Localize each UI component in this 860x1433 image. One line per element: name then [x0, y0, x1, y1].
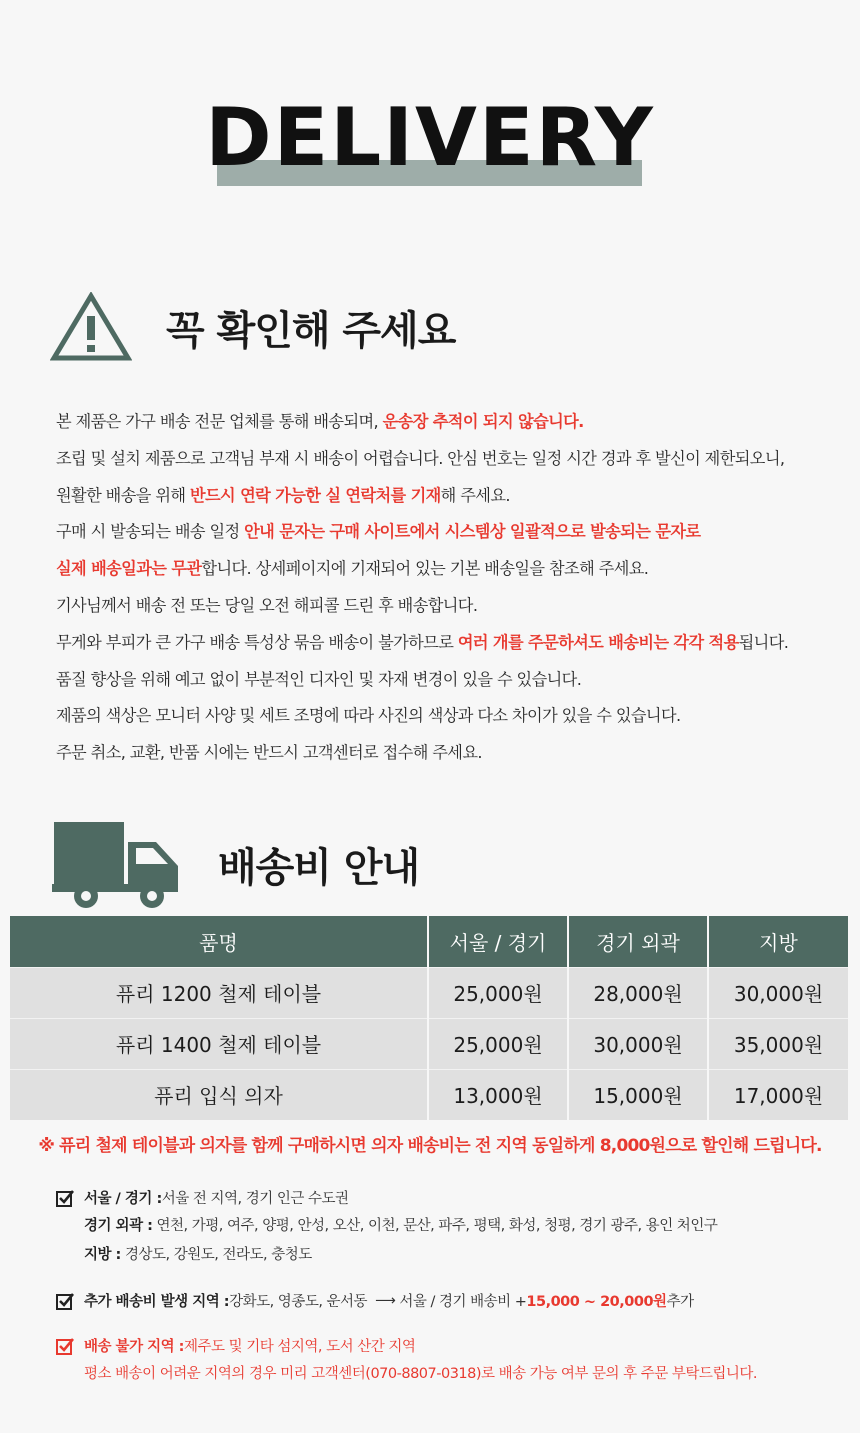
- unavailable-text: 제주도 및 기타 섬지역, 도서 산간 지역: [183, 1339, 416, 1355]
- column-header-local: 지방: [708, 916, 848, 967]
- table-cell: 13,000원: [428, 1069, 568, 1120]
- notice-text: 해 주세요.: [440, 485, 510, 505]
- notice-heading: [50, 292, 455, 362]
- unavailable-info: [56, 1331, 757, 1389]
- fee-heading: [52, 818, 419, 910]
- notice-text: 됩니다.: [738, 632, 789, 652]
- notice-text: 제품의 색상은 모니터 사양 및 세트 조명에 따라 사진의 색상과 다소 차이가 있을 수 있습니다.: [56, 706, 681, 726]
- table-cell: 30,000원: [568, 1018, 708, 1069]
- page-title-block: [0, 92, 860, 192]
- notice-line: [56, 588, 846, 625]
- notice-text: 본 제품은 가구 배송 전문 업체를 통해 배송되며,: [56, 412, 383, 431]
- region-seoul-label: 서울 / 경기 :: [84, 1191, 162, 1207]
- region-local-row: [56, 1241, 717, 1270]
- table-row: [10, 967, 848, 1018]
- notice-line: [56, 551, 846, 588]
- table-row: [10, 1018, 848, 1069]
- notice-text: 원활한 배송을 위해: [56, 485, 190, 505]
- checkbox-checked-icon: [56, 1337, 74, 1355]
- extra-fee-amount: 15,000 ~ 20,000원: [526, 1294, 667, 1310]
- extra-fee-label: 추가 배송비 발생 지역 :: [84, 1294, 230, 1310]
- table-cell: 35,000원: [708, 1018, 848, 1069]
- region-local-text: 경상도, 강원도, 전라도, 충청도: [120, 1247, 312, 1263]
- notice-line: [56, 478, 846, 515]
- notice-highlight: 반드시 연락 가능한 실 연락처를 기재: [189, 485, 441, 505]
- table-cell: 17,000원: [708, 1069, 848, 1120]
- table-cell: 25,000원: [428, 1018, 568, 1069]
- discount-note: ※ 퓨리 철제 테이블과 의자를 함께 구매하시면 의자 배송비는 전 지역 동일하게 8,000원으로 할인해 드립니다.: [38, 1136, 822, 1156]
- notice-highlight: 여러 개를 주문하셔도 배송비는 각각 적용: [457, 632, 739, 652]
- extra-fee-text: 강화도, 영종도, 운서동: [229, 1294, 368, 1310]
- region-outer-row: [56, 1212, 717, 1241]
- notice-text: 기사님께서 배송 전 또는 당일 오전 해피콜 드린 후 배송합니다.: [56, 595, 478, 615]
- notice-line: [56, 404, 846, 441]
- delivery-truck-icon: [52, 818, 180, 910]
- notice-text: 합니다. 상세페이지에 기재되어 있는 기본 배송일을 참조해 주세요.: [201, 559, 649, 579]
- checkbox-checked-icon: [56, 1189, 74, 1207]
- region-seoul-text: 서울 전 지역, 경기 인근 수도권: [161, 1191, 349, 1207]
- checkbox-checked-icon: [56, 1292, 74, 1310]
- unavailable-note: 평소 배송이 어려운 지역의 경우 미리 고객센터(070-8807-0318)로 배송 가능 여부 문의 후 주문 부탁드립니다.: [84, 1366, 758, 1382]
- region-outer-label: 경기 외곽 :: [84, 1218, 153, 1234]
- region-seoul-row: [56, 1183, 717, 1212]
- column-header-item: 품명: [10, 916, 428, 967]
- unavailable-label: 배송 불가 지역 :: [84, 1339, 184, 1355]
- notice-text: 무게와 부피가 큰 가구 배송 특성상 묶음 배송이 불가하므로: [56, 632, 458, 652]
- notice-line: [56, 441, 846, 478]
- table-cell: 28,000원: [568, 967, 708, 1018]
- region-outer-text: 연천, 가평, 여주, 양평, 안성, 오산, 이천, 문산, 파주, 평택, 화성, 청평, 경기 광주, 용인 처인구: [152, 1218, 718, 1234]
- arrow-right-icon: ⟶: [375, 1292, 396, 1309]
- column-header-seoul: 서울 / 경기: [428, 916, 568, 967]
- column-header-outer: 경기 외곽: [568, 916, 708, 967]
- notice-line: [56, 662, 846, 699]
- notice-line: [56, 514, 846, 551]
- region-info: [56, 1183, 717, 1270]
- notice-text: 조립 및 설치 제품으로 고객님 부재 시 배송이 어렵습니다. 안심 번호는 일정 시간 경과 후 발신이 제한되오니,: [56, 448, 785, 468]
- notice-highlight: 실제 배송일과는 무관: [56, 559, 202, 579]
- region-local-label: 지방 :: [84, 1247, 121, 1263]
- notice-highlight: 운송장 추적이 되지 않습니다.: [382, 412, 584, 431]
- extra-fee-info: [56, 1286, 694, 1315]
- notice-heading-label: 꼭 확인해 주세요: [166, 307, 456, 354]
- notice-line: [56, 698, 846, 735]
- table-row: [10, 1069, 848, 1120]
- unavailable-row: [56, 1331, 757, 1360]
- extra-fee-row: [56, 1286, 694, 1315]
- notice-list: [56, 404, 846, 772]
- warning-triangle-icon: [50, 292, 132, 362]
- page-title: DELIVERY: [205, 91, 655, 184]
- notice-text: 품질 향상을 위해 예고 없이 부분적인 디자인 및 자재 변경이 있을 수 있습니다.: [56, 669, 582, 689]
- notice-line: [56, 735, 846, 772]
- table-cell: 30,000원: [708, 967, 848, 1018]
- notice-text: 구매 시 발송되는 배송 일정: [56, 522, 245, 542]
- table-header-row: [10, 916, 848, 967]
- fee-table: [10, 916, 848, 1120]
- extra-fee-suffix: 추가: [666, 1294, 694, 1310]
- table-cell: 퓨리 1400 철제 테이블: [10, 1018, 428, 1069]
- table-cell: 퓨리 1200 철제 테이블: [10, 967, 428, 1018]
- table-cell: 25,000원: [428, 967, 568, 1018]
- table-cell: 퓨리 입식 의자: [10, 1069, 428, 1120]
- notice-text: 주문 취소, 교환, 반품 시에는 반드시 고객센터로 접수해 주세요.: [56, 743, 482, 763]
- table-cell: 15,000원: [568, 1069, 708, 1120]
- notice-highlight: 안내 문자는 구매 사이트에서 시스템상 일괄적으로 발송되는 문자로: [244, 522, 701, 542]
- fee-heading-label: 배송비 안내: [218, 844, 420, 891]
- notice-line: [56, 625, 846, 662]
- extra-fee-after: 서울 / 경기 배송비 +: [399, 1294, 527, 1310]
